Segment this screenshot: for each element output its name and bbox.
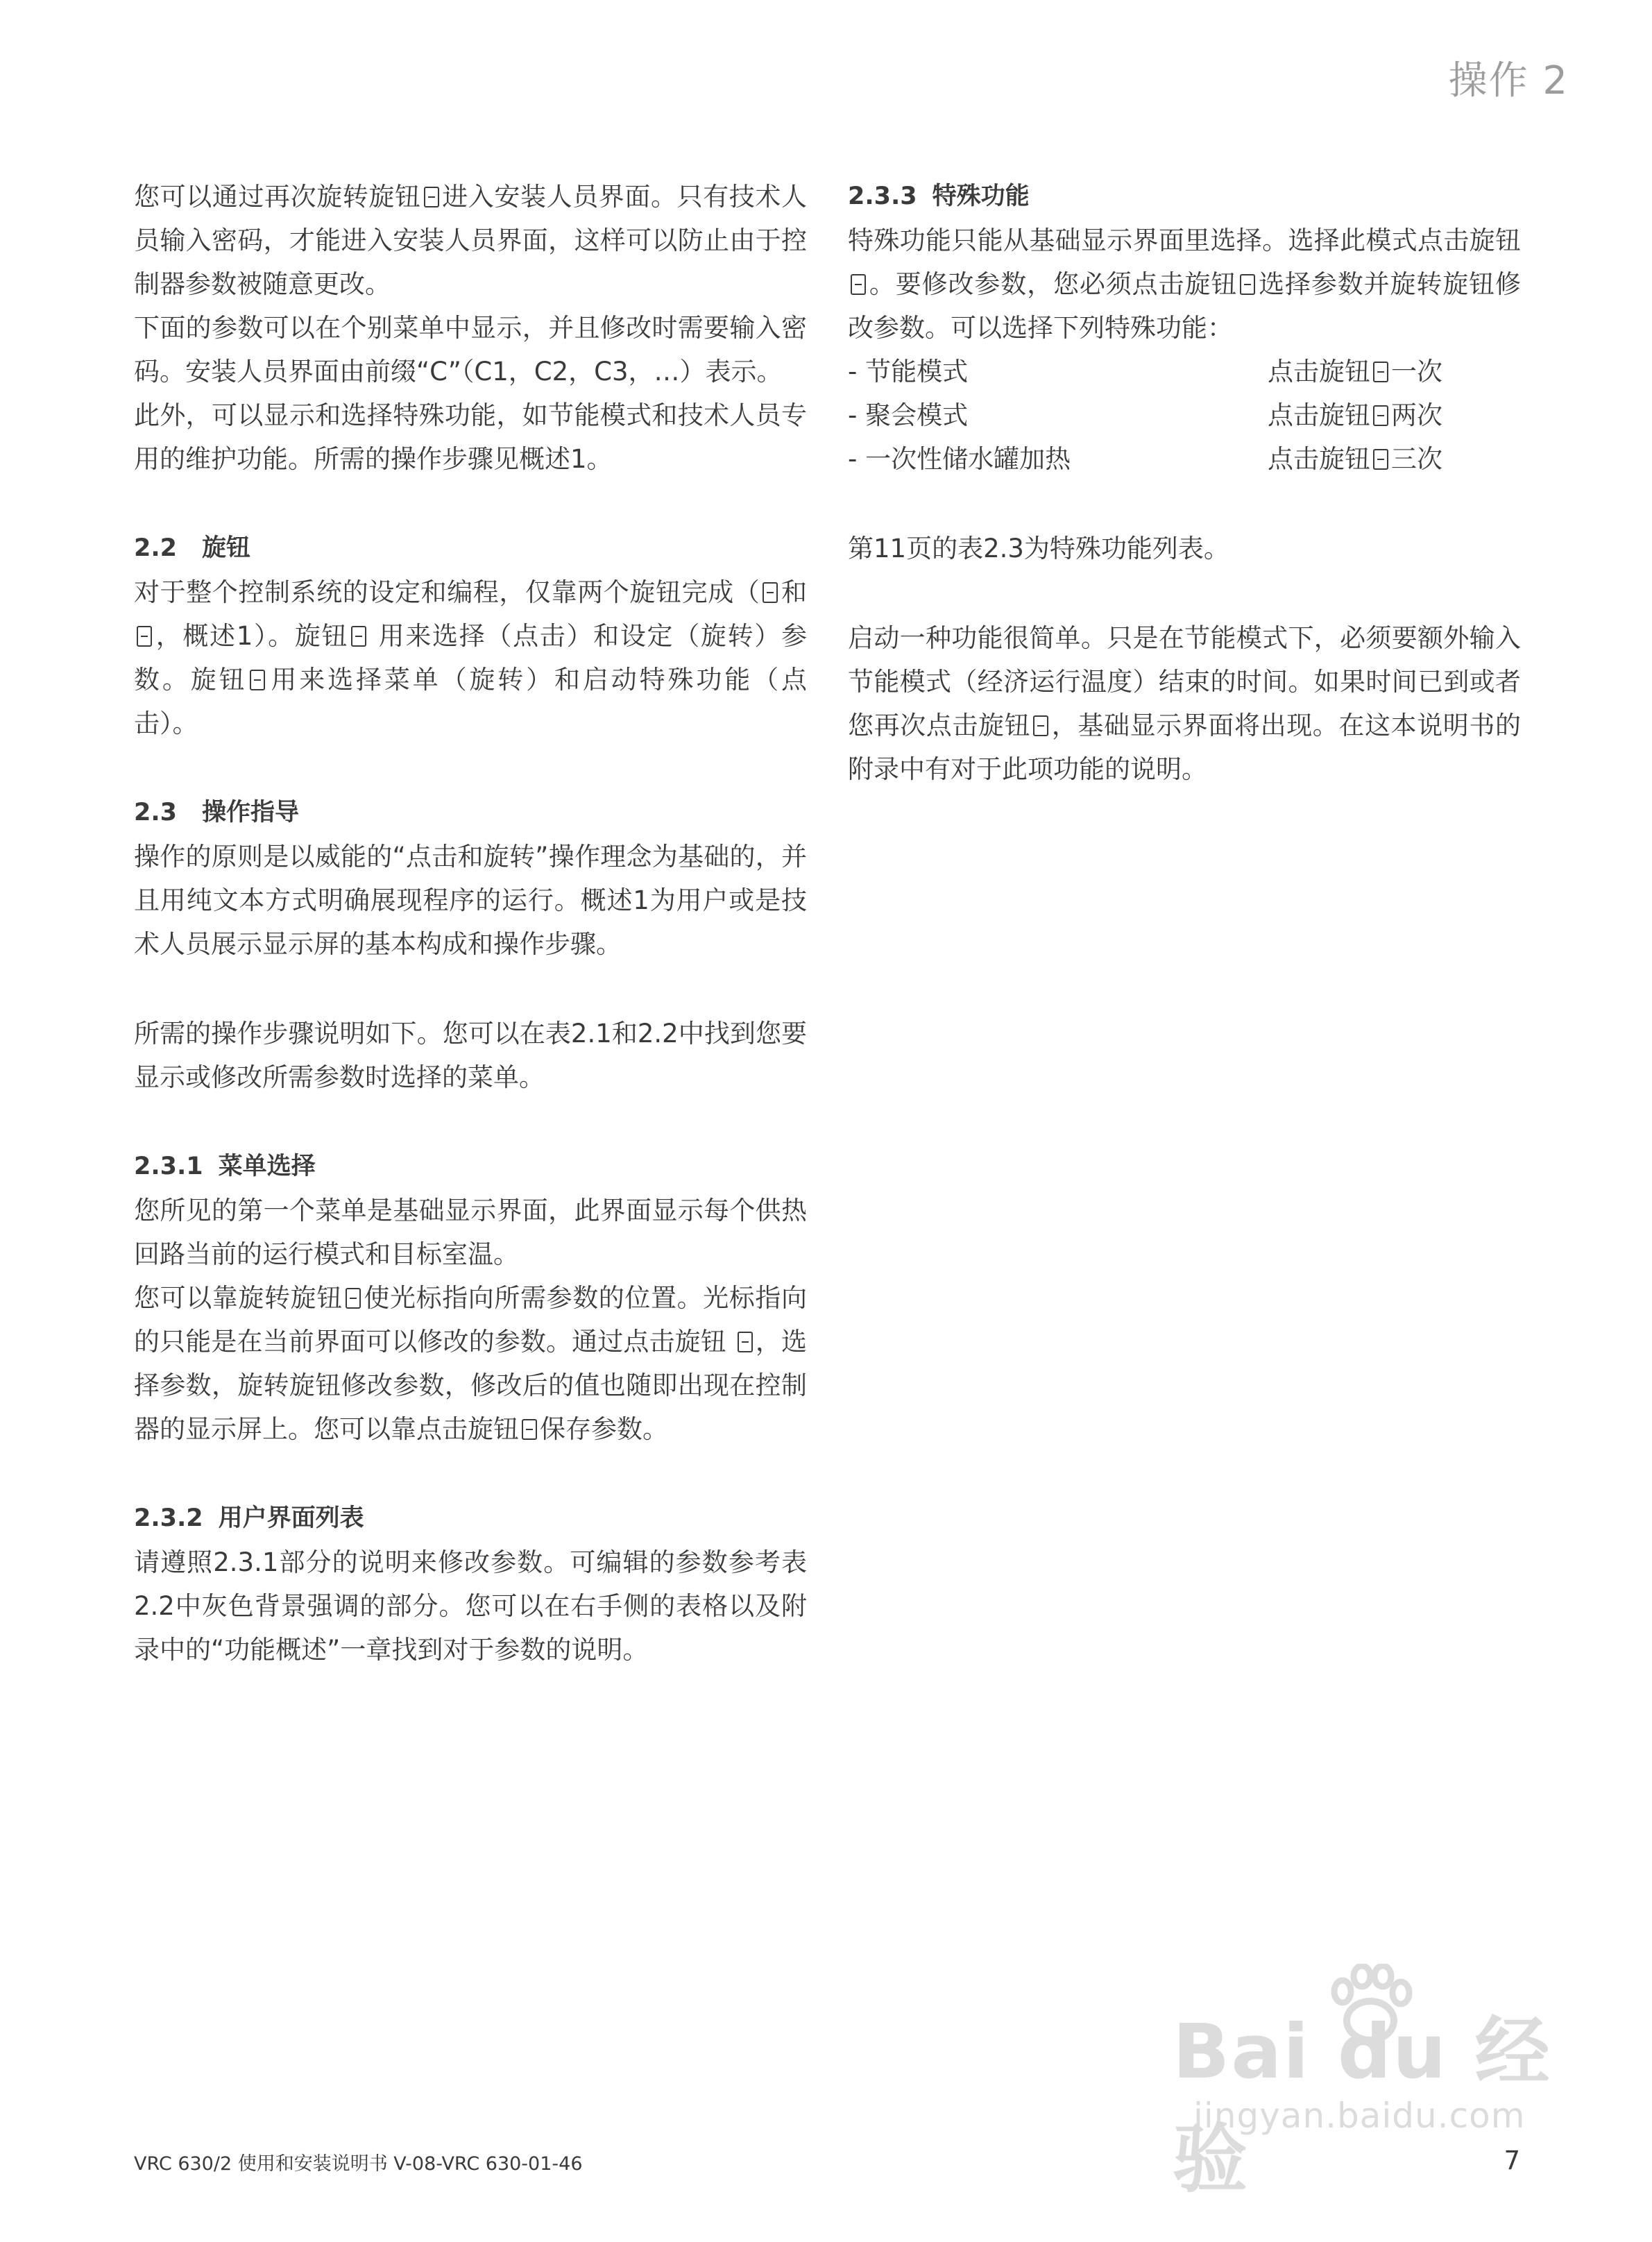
section-number: 2.3 bbox=[134, 799, 178, 826]
section-number: 2.3.2 bbox=[134, 1504, 203, 1532]
intro-paragraph-3: 此外，可以显示和选择特殊功能，如节能模式和技术人员专用的维护功能。所需的操作步骤见概述1。 bbox=[134, 400, 807, 474]
text: 启动一种功能很简单。只是在节能模式下，必须要额外输入节能模式（经济运行温度）结束的时间。如果时间已到或者您再次点击旋钮 bbox=[848, 623, 1521, 740]
knob-icon bbox=[424, 187, 439, 207]
text: 您可以通过再次旋转旋钮 bbox=[134, 182, 421, 212]
knob-icon bbox=[351, 626, 366, 647]
function-action bbox=[1268, 350, 1521, 393]
text: 进入安装人员界面。只有技术人员输入密码，才能进入安装人员界面，这样可以防止由于控制器参数被随意更改。 bbox=[134, 182, 808, 299]
menu-paragraph-1: 您所见的第一个菜单是基础显示界面，此界面显示每个供热回路当前的运行模式和目标室温。 bbox=[134, 1196, 807, 1269]
knob-icon bbox=[1373, 449, 1388, 470]
function-row-eco bbox=[848, 350, 1521, 393]
text: 点击旋钮 bbox=[1268, 400, 1370, 430]
section-heading-2-3-1 bbox=[134, 1145, 807, 1189]
text: 您可以靠旋转旋钮 bbox=[134, 1283, 343, 1313]
guide-paragraph-2: 所需的操作步骤说明如下。您可以在表2.1和2.2中找到您要显示或修改所需参数时选择的菜单。 bbox=[134, 1019, 807, 1092]
section-heading-2-3-3 bbox=[848, 175, 1521, 219]
section-title: 旋钮 bbox=[202, 534, 251, 562]
section-heading-2-3 bbox=[134, 791, 807, 835]
guide-paragraph-1: 操作的原则是以威能的“点击和旋转”操作理念为基础的，并且用纯文本方式明确展现程序的运行。概述1为用户或是技术人员展示显示屏的基本构成和操作步骤。 bbox=[134, 842, 807, 959]
page-number: 7 bbox=[1504, 2146, 1520, 2175]
text: 三次 bbox=[1391, 444, 1442, 474]
left-column bbox=[134, 175, 807, 1672]
section-title: 菜单选择 bbox=[218, 1153, 316, 1180]
user-list-paragraph: 请遵照2.3.1部分的说明来修改参数。可编辑的参数参考表2.2中灰色背景强调的部分。您可以在右手侧的表格以及附录中的“功能概述”一章找到对于参数的说明。 bbox=[134, 1547, 807, 1665]
text: 点击旋钮 bbox=[1268, 357, 1370, 387]
knob-icon bbox=[346, 1288, 361, 1309]
special-function-paragraph bbox=[848, 219, 1521, 350]
text: 用来选择（点击）和设定（旋转）参数。旋钮 bbox=[134, 621, 807, 695]
function-action bbox=[1268, 393, 1521, 437]
text: ，选择参数，旋转旋钮修改参数，修改后的值也随即出现在控制器的显示屏上。您可以靠点击旋钮 bbox=[134, 1327, 807, 1444]
intro-paragraph-2: 下面的参数可以在个别菜单中显示，并且修改时需要输入密码。安装人员界面由前缀“C”（C1，C2，C3，…）表示。 bbox=[134, 313, 807, 387]
start-function-paragraph bbox=[848, 616, 1521, 791]
knob-icon bbox=[1373, 405, 1388, 426]
function-name: - 节能模式 bbox=[848, 357, 969, 387]
knob-icon bbox=[250, 670, 265, 690]
text: 和 bbox=[781, 577, 808, 607]
text: 特殊功能只能从基础显示界面里选择。选择此模式点击旋钮 bbox=[848, 226, 1521, 255]
chapter-header: 操作 2 bbox=[1448, 58, 1569, 103]
section-number: 2.3.1 bbox=[134, 1153, 203, 1180]
function-name: - 聚会模式 bbox=[848, 400, 969, 430]
text: ，基础显示界面将出现。在这本说明书的附录中有对于此项功能的说明。 bbox=[848, 711, 1522, 784]
knob-paragraph bbox=[134, 570, 807, 745]
menu-paragraph-2 bbox=[134, 1276, 807, 1451]
document-id: VRC 630/2 使用和安装说明书 V-08-VRC 630-01-46 bbox=[134, 2153, 583, 2175]
text: ，概述1）。旋钮 bbox=[155, 621, 349, 651]
section-number: 2.2 bbox=[134, 534, 178, 562]
function-row-party bbox=[848, 393, 1521, 437]
text: 对于整个控制系统的设定和编程，仅靠两个旋钮完成（ bbox=[134, 577, 760, 607]
watermark-main: Bai du 经验 bbox=[1173, 2009, 1551, 2203]
function-name: - 一次性储水罐加热 bbox=[848, 444, 1071, 474]
section-heading-2-3-2 bbox=[134, 1497, 807, 1540]
section-title: 用户界面列表 bbox=[218, 1504, 364, 1532]
text: 两次 bbox=[1391, 400, 1442, 430]
text: 点击旋钮 bbox=[1268, 444, 1370, 474]
section-title: 操作指导 bbox=[202, 799, 300, 826]
right-column bbox=[848, 175, 1521, 791]
knob-icon bbox=[1033, 715, 1048, 736]
text: 一次 bbox=[1391, 357, 1442, 387]
knob-icon bbox=[1373, 362, 1388, 382]
text: 保存参数。 bbox=[540, 1414, 668, 1444]
section-title: 特殊功能 bbox=[932, 182, 1030, 210]
text: 使光标指向所需参数的位置。光标指向的只能是在当前界面可以修改的参数。通过点击旋钮 bbox=[134, 1283, 808, 1357]
table-reference-paragraph: 第11页的表2.3为特殊功能列表。 bbox=[848, 534, 1229, 563]
knob-icon bbox=[851, 274, 866, 295]
knob-icon bbox=[763, 582, 778, 603]
text: 用来选择菜单（旋转）和启动特殊功能（点击）。 bbox=[134, 665, 808, 738]
knob-icon bbox=[738, 1332, 753, 1352]
knob-icon bbox=[522, 1419, 537, 1440]
function-action bbox=[1268, 437, 1521, 481]
section-number: 2.3.3 bbox=[848, 182, 917, 210]
text: 选择参数并旋转旋钮修改参数。可以选择下列特殊功能： bbox=[848, 269, 1522, 343]
section-heading-2-2 bbox=[134, 527, 807, 570]
baidu-watermark bbox=[1173, 1964, 1561, 2203]
watermark-url: jingyan.baidu.com bbox=[1193, 2096, 1526, 2136]
intro-paragraph-1 bbox=[134, 175, 807, 306]
knob-icon bbox=[137, 626, 152, 647]
function-row-tank bbox=[848, 437, 1521, 481]
text: 。要修改参数，您必须点击旋钮 bbox=[869, 269, 1238, 299]
knob-icon bbox=[1240, 274, 1255, 295]
